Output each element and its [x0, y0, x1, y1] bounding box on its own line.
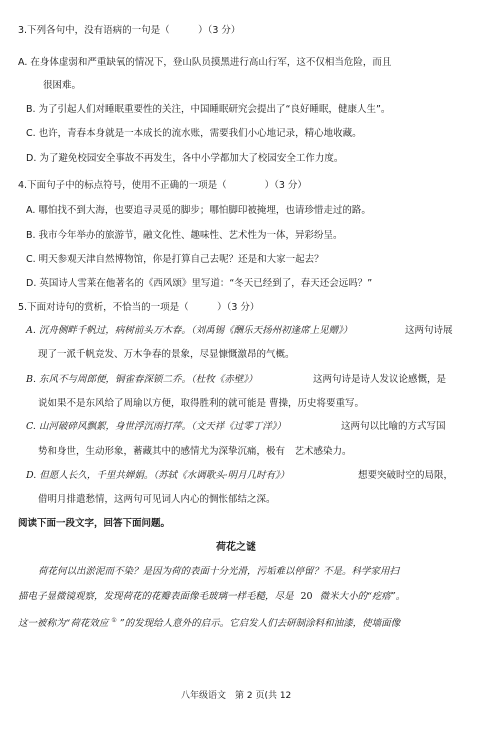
- passage-line-2-end: 微米大小的“疙瘩”。: [319, 591, 406, 602]
- q4-option-d: D. 英国诗人雪莱在他著名的《西风颂》里写道：“冬天已经到了，春天还会远吗？”: [26, 278, 373, 289]
- q3-option-c: C. 也许，青春本身就是一本成长的流水账，需要我们小心地记录，精心地收藏。: [26, 128, 362, 139]
- footnote-marker: ①: [111, 617, 117, 624]
- q5-option-c-line2: 势和身世，生动形象，蓄藏其中的感情尤为深挚沉痛，极有 艺术感染力。: [38, 446, 352, 457]
- q3-option-a-line2: 很困难。: [43, 80, 82, 91]
- q4-option-b: B. 我市今年举办的旅游节，融文化性、趣味性、艺术性为一体，异彩纷呈。: [26, 230, 343, 241]
- q4-stem: 4.下面句子中的标点符号，使用不正确的一项是（ ）（3 分）: [18, 180, 307, 191]
- q5-option-a-line2: 现了一派千帆竞发、万木争春的景象，尽显慷慨激昂的气概。: [38, 349, 295, 360]
- passage-line-3-start: 这一被称为“荷花效应: [18, 618, 109, 630]
- q5-option-a-verse: A. 沉舟侧畔千帆过，病树前头万木春。（刘禹锡《酬乐天扬州初逢席上见赠》）: [26, 325, 353, 336]
- passage-line-2-start: 描电子显微镜观察，发现荷花的花瓣表面像毛玻璃一样毛糙，尽是: [18, 591, 294, 602]
- q5-option-c-verse: C. 山河破碎风飘絮，身世浮沉雨打萍。（文天祥《过零丁洋》）: [26, 421, 286, 432]
- q5-option-d-line2: 借明月排遣愁情，这两句可见词人内心的惆怅郁结之深。: [38, 494, 276, 505]
- passage-line-3-end: ”的发现给人意外的启示。它启发人们去研制涂料和油漆，使墙面像: [119, 618, 401, 630]
- q5-option-a-comment: 这两句诗展: [405, 325, 453, 336]
- reading-title: 荷花之谜: [216, 542, 256, 553]
- q5-option-d-verse: D. 但愿人长久，千里共婵娟。（苏轼《水调歌头·明月几时有》）: [26, 470, 290, 481]
- passage-line-1: 荷花何以出淤泥而不染？是因为荷的表面十分光滑，污垢难以停留？不是。科学家用扫: [38, 566, 400, 577]
- q4-option-c: C. 明天参观天津自然博物馆，你是打算自己去呢？还是和大家一起去？: [26, 254, 324, 265]
- q4-option-a: A. 哪怕找不到大海，也要追寻灵觅的脚步；哪怕脚印被掩埋，也请珍惜走过的路。: [26, 205, 371, 216]
- q5-option-b-line2: 说如果不是东风给了周瑜以方便，取得胜利的就可能是 曹操，历史将要重写。: [38, 398, 365, 409]
- passage-line-3: [18, 615, 400, 630]
- q5-option-d-comment: 想要突破时空的局限，: [358, 470, 454, 481]
- passage-number: 20: [300, 591, 313, 602]
- q3-option-d: D. 为了避免校园安全事故不再发生，各中小学都加大了校园安全工作力度。: [26, 153, 344, 164]
- q5-option-b-verse: B. 东风不与周郎便，铜雀春深锁二乔。（杜牧《赤壁》）: [26, 374, 258, 385]
- q3-option-a-line1: A. 在身体虚弱和严重缺氧的情况下，登山队员摸黑进行高山行军，这不仅相当危险，而且: [18, 57, 392, 68]
- q5-option-b-comment: 这两句诗是诗人发议论感慨，是: [313, 374, 447, 385]
- q5-stem: 5.下面对诗句的赏析，不恰当的一项是（ ）（3 分）: [18, 302, 260, 313]
- q3-option-b: B. 为了引起人们对睡眠重要性的关注，中国睡眠研究会提出了“良好睡眠，健康人生”。: [26, 104, 391, 115]
- page-footer: 八年级语文 第 2 页(共 12: [181, 691, 292, 701]
- q3-stem: 3.下列各句中，没有语病的一句是（ ）（3 分）: [18, 25, 241, 36]
- reading-instruction: 阅读下面一段文字，回答下面问题。: [18, 518, 171, 529]
- passage-line-2: [18, 591, 405, 603]
- q5-option-c-comment: 这两句以比喻的方式写国: [341, 421, 446, 432]
